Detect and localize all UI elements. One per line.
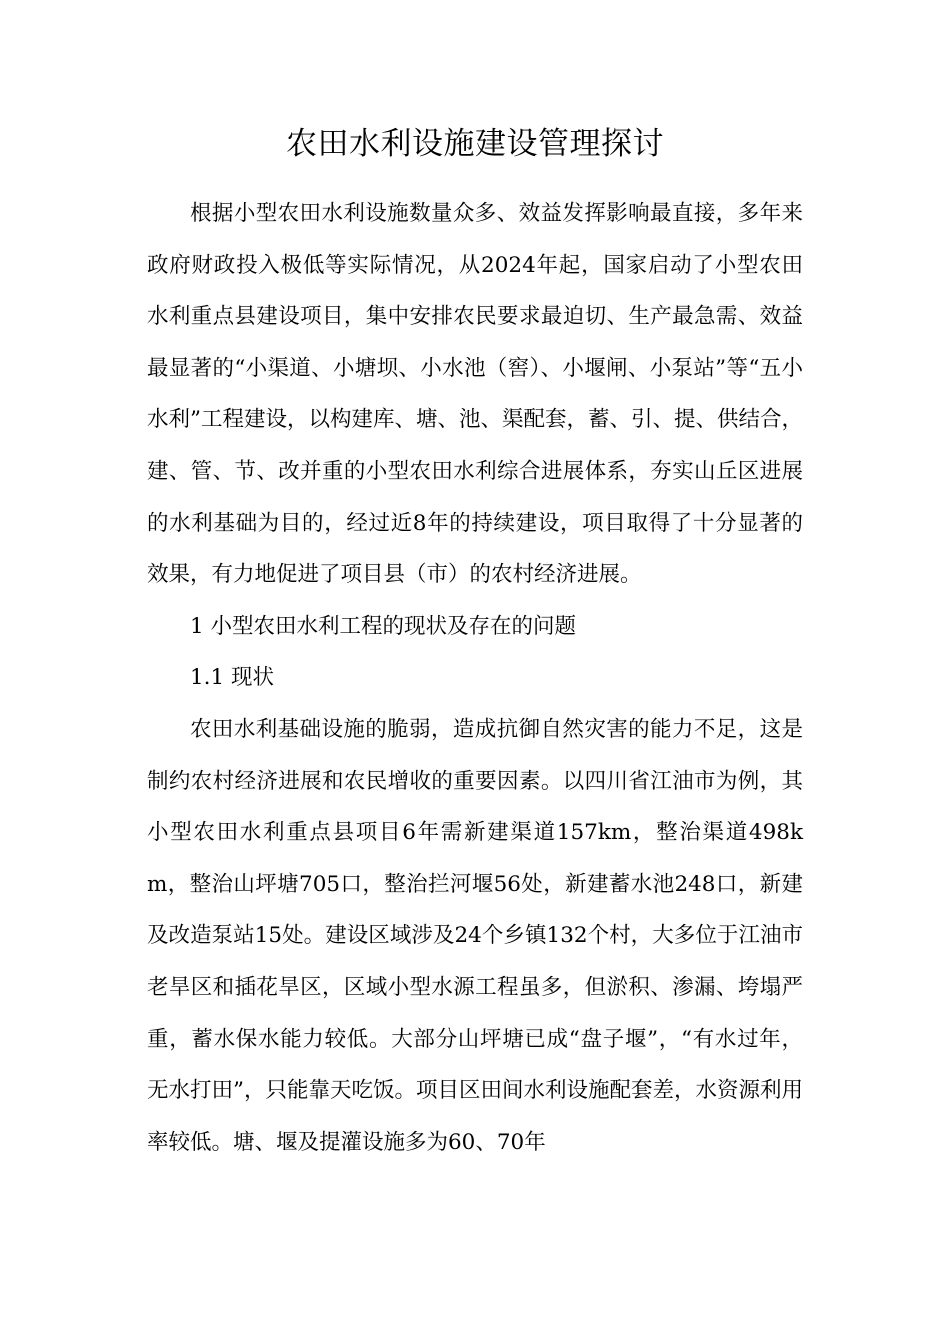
section-heading-1: 1 小型农田水利工程的现状及存在的问题: [190, 613, 577, 639]
intro-paragraph: 根据小型农田水利设施数量众多、效益发挥影响最直接，多年来政府财政投入极低等实际情况，从2024年起，国家启动了小型农田水利重点县建设项目，集中安排农民要求最迫切、生产最急需、效益最显著的“小渠道、小塘坝、小水池（窖）、小堰闸、小泵站”等“五小水利”工程建设，以构建库、塘、池、渠配套，蓄、引、提、供结合，建、管、节、改并重的小型农田水利综合进展体系，夯实山丘区进展的水利基础为目的，经过近8年的持续建设，项目取得了十分显著的效果，有力地促进了项目县（市）的农村经济进展。: [147, 201, 803, 588]
document-body: [147, 188, 803, 1168]
section-heading-1-1: 1.1 现状: [190, 665, 275, 691]
status-paragraph: 农田水利基础设施的脆弱，造成抗御自然灾害的能力不足，这是制约农村经济进展和农民增收的重要因素。以四川省江油市为例，其小型农田水利重点县项目6年需新建渠道157km，整治渠道498km，整治山坪塘705口，整治拦河堰56处，新建蓄水池248口，新建及改造泵站15处。建设区域涉及24个乡镇132个村，大多位于江油市老旱区和插花旱区，区域小型水源工程虽多，但淤积、渗漏、垮塌严重，蓄水保水能力较低。大部分山坪塘已成“盘子堰”，“有水过年，无水打田”，只能靠天吃饭。项目区田间水利设施配套差，水资源利用率较低。塘、堰及提灌设施多为60、70年: [147, 716, 803, 1155]
document-title: 农田水利设施建设管理探讨: [286, 126, 664, 162]
